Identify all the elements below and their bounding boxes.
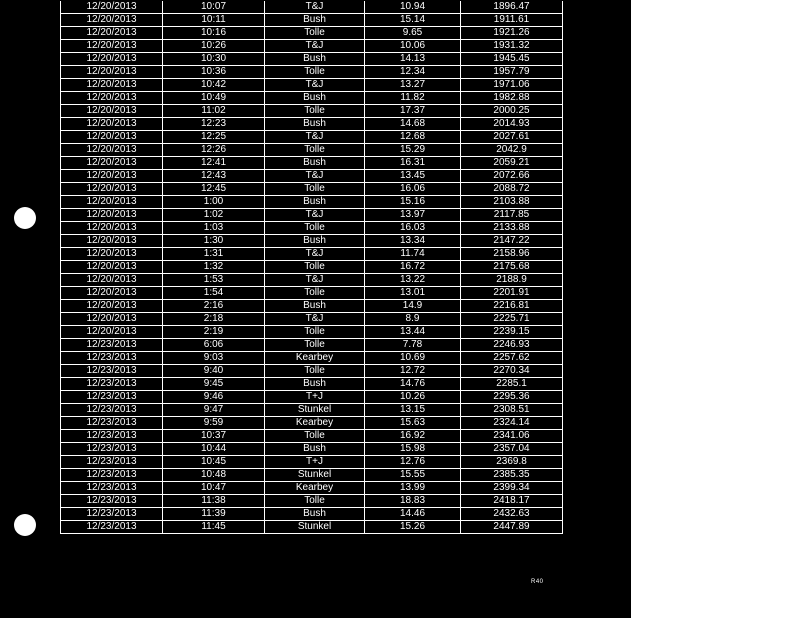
- time-cell: 10:44: [163, 443, 265, 456]
- punch-hole: [14, 514, 36, 536]
- date-cell: 12/20/2013: [61, 313, 163, 326]
- date-cell: 12/23/2013: [61, 495, 163, 508]
- time-cell: 10:48: [163, 469, 265, 482]
- amount-cell: 7.78: [365, 339, 461, 352]
- date-cell: 12/20/2013: [61, 27, 163, 40]
- table-row: [61, 40, 563, 53]
- time-cell: 12:45: [163, 183, 265, 196]
- date-cell: 12/20/2013: [61, 53, 163, 66]
- date-cell: 12/23/2013: [61, 417, 163, 430]
- amount-cell: 12.34: [365, 66, 461, 79]
- name-cell: T+J: [265, 391, 365, 404]
- total-cell: 2225.71: [461, 313, 563, 326]
- table-row: [61, 365, 563, 378]
- date-cell: 12/20/2013: [61, 222, 163, 235]
- time-cell: 10:42: [163, 79, 265, 92]
- total-cell: 1971.06: [461, 79, 563, 92]
- total-cell: 2369.8: [461, 456, 563, 469]
- name-cell: Stunkel: [265, 404, 365, 417]
- amount-cell: 13.44: [365, 326, 461, 339]
- name-cell: Bush: [265, 157, 365, 170]
- amount-cell: 10.26: [365, 391, 461, 404]
- date-cell: 12/20/2013: [61, 144, 163, 157]
- amount-cell: 15.55: [365, 469, 461, 482]
- table-row: [61, 118, 563, 131]
- date-cell: 12/20/2013: [61, 196, 163, 209]
- table-row: [61, 443, 563, 456]
- name-cell: T&J: [265, 131, 365, 144]
- table-row: [61, 313, 563, 326]
- date-cell: 12/23/2013: [61, 456, 163, 469]
- total-cell: 1896.47: [461, 1, 563, 14]
- total-cell: 2201.91: [461, 287, 563, 300]
- amount-cell: 17.37: [365, 105, 461, 118]
- name-cell: Tolle: [265, 66, 365, 79]
- table-row: [61, 508, 563, 521]
- date-cell: 12/23/2013: [61, 391, 163, 404]
- total-cell: 2324.14: [461, 417, 563, 430]
- table-row: [61, 53, 563, 66]
- table-row: [61, 417, 563, 430]
- table-row: [61, 170, 563, 183]
- amount-cell: 15.63: [365, 417, 461, 430]
- time-cell: 9:47: [163, 404, 265, 417]
- time-cell: 9:45: [163, 378, 265, 391]
- time-cell: 9:03: [163, 352, 265, 365]
- table-row: [61, 339, 563, 352]
- log-table: [60, 1, 563, 534]
- date-cell: 12/20/2013: [61, 235, 163, 248]
- name-cell: Tolle: [265, 287, 365, 300]
- date-cell: 12/20/2013: [61, 261, 163, 274]
- amount-cell: 12.68: [365, 131, 461, 144]
- total-cell: 2447.89: [461, 521, 563, 534]
- table-row: [61, 235, 563, 248]
- total-cell: 2246.93: [461, 339, 563, 352]
- amount-cell: 13.27: [365, 79, 461, 92]
- date-cell: 12/23/2013: [61, 482, 163, 495]
- total-cell: 2059.21: [461, 157, 563, 170]
- table-row: [61, 495, 563, 508]
- date-cell: 12/23/2013: [61, 469, 163, 482]
- name-cell: Tolle: [265, 326, 365, 339]
- name-cell: Tolle: [265, 183, 365, 196]
- table-row: [61, 456, 563, 469]
- name-cell: Stunkel: [265, 521, 365, 534]
- date-cell: 12/20/2013: [61, 209, 163, 222]
- name-cell: Bush: [265, 378, 365, 391]
- date-cell: 12/23/2013: [61, 508, 163, 521]
- total-cell: 2399.34: [461, 482, 563, 495]
- time-cell: 11:45: [163, 521, 265, 534]
- name-cell: Tolle: [265, 430, 365, 443]
- time-cell: 9:40: [163, 365, 265, 378]
- amount-cell: 13.22: [365, 274, 461, 287]
- name-cell: Kearbey: [265, 482, 365, 495]
- name-cell: Stunkel: [265, 469, 365, 482]
- name-cell: T&J: [265, 313, 365, 326]
- time-cell: 9:59: [163, 417, 265, 430]
- total-cell: 2308.51: [461, 404, 563, 417]
- date-cell: 12/20/2013: [61, 183, 163, 196]
- date-cell: 12/23/2013: [61, 430, 163, 443]
- date-cell: 12/20/2013: [61, 248, 163, 261]
- date-cell: 12/20/2013: [61, 14, 163, 27]
- total-cell: 1982.88: [461, 92, 563, 105]
- table-row: [61, 404, 563, 417]
- name-cell: T&J: [265, 248, 365, 261]
- total-cell: 2418.17: [461, 495, 563, 508]
- date-cell: 12/23/2013: [61, 378, 163, 391]
- time-cell: 12:41: [163, 157, 265, 170]
- date-cell: 12/23/2013: [61, 339, 163, 352]
- amount-cell: 9.65: [365, 27, 461, 40]
- name-cell: Tolle: [265, 144, 365, 157]
- amount-cell: 16.72: [365, 261, 461, 274]
- time-cell: 2:18: [163, 313, 265, 326]
- name-cell: Bush: [265, 53, 365, 66]
- time-cell: 10:37: [163, 430, 265, 443]
- name-cell: T&J: [265, 170, 365, 183]
- name-cell: Bush: [265, 196, 365, 209]
- date-cell: 12/20/2013: [61, 92, 163, 105]
- amount-cell: 11.74: [365, 248, 461, 261]
- amount-cell: 13.97: [365, 209, 461, 222]
- time-cell: 10:47: [163, 482, 265, 495]
- total-cell: 2000.25: [461, 105, 563, 118]
- total-cell: 2133.88: [461, 222, 563, 235]
- total-cell: 2432.63: [461, 508, 563, 521]
- time-cell: 12:25: [163, 131, 265, 144]
- total-cell: 1957.79: [461, 66, 563, 79]
- total-cell: 2117.85: [461, 209, 563, 222]
- name-cell: T&J: [265, 79, 365, 92]
- total-cell: 2175.68: [461, 261, 563, 274]
- total-cell: 2027.61: [461, 131, 563, 144]
- table-row: [61, 352, 563, 365]
- table-row: [61, 79, 563, 92]
- time-cell: 10:26: [163, 40, 265, 53]
- date-cell: 12/20/2013: [61, 105, 163, 118]
- date-cell: 12/20/2013: [61, 300, 163, 313]
- log-table-body: [61, 1, 563, 534]
- amount-cell: 15.16: [365, 196, 461, 209]
- amount-cell: 18.83: [365, 495, 461, 508]
- date-cell: 12/20/2013: [61, 40, 163, 53]
- table-row: [61, 92, 563, 105]
- table-row: [61, 144, 563, 157]
- total-cell: 2072.66: [461, 170, 563, 183]
- date-cell: 12/20/2013: [61, 1, 163, 14]
- date-cell: 12/23/2013: [61, 443, 163, 456]
- name-cell: T&J: [265, 40, 365, 53]
- table-row: [61, 469, 563, 482]
- table-row: [61, 300, 563, 313]
- name-cell: Tolle: [265, 261, 365, 274]
- date-cell: 12/20/2013: [61, 79, 163, 92]
- time-cell: 12:23: [163, 118, 265, 131]
- date-cell: 12/20/2013: [61, 66, 163, 79]
- name-cell: Tolle: [265, 105, 365, 118]
- amount-cell: 14.13: [365, 53, 461, 66]
- total-cell: 2357.04: [461, 443, 563, 456]
- name-cell: Bush: [265, 508, 365, 521]
- amount-cell: 8.9: [365, 313, 461, 326]
- date-cell: 12/20/2013: [61, 157, 163, 170]
- name-cell: T&J: [265, 274, 365, 287]
- amount-cell: 14.9: [365, 300, 461, 313]
- amount-cell: 15.29: [365, 144, 461, 157]
- amount-cell: 16.92: [365, 430, 461, 443]
- time-cell: 1:31: [163, 248, 265, 261]
- table-row: [61, 27, 563, 40]
- amount-cell: 13.45: [365, 170, 461, 183]
- total-cell: 2295.36: [461, 391, 563, 404]
- amount-cell: 13.01: [365, 287, 461, 300]
- table-row: [61, 209, 563, 222]
- name-cell: T&J: [265, 1, 365, 14]
- table-row: [61, 326, 563, 339]
- table-row: [61, 261, 563, 274]
- table-row: [61, 274, 563, 287]
- table-row: [61, 131, 563, 144]
- date-cell: 12/20/2013: [61, 131, 163, 144]
- amount-cell: 16.31: [365, 157, 461, 170]
- amount-cell: 11.82: [365, 92, 461, 105]
- time-cell: 9:46: [163, 391, 265, 404]
- date-cell: 12/23/2013: [61, 521, 163, 534]
- total-cell: 2088.72: [461, 183, 563, 196]
- amount-cell: 13.99: [365, 482, 461, 495]
- punch-hole: [14, 207, 36, 229]
- amount-cell: 10.06: [365, 40, 461, 53]
- time-cell: 1:30: [163, 235, 265, 248]
- name-cell: Tolle: [265, 495, 365, 508]
- date-cell: 12/20/2013: [61, 274, 163, 287]
- corner-mark: R40: [531, 579, 544, 585]
- name-cell: T&J: [265, 209, 365, 222]
- total-cell: 2385.35: [461, 469, 563, 482]
- time-cell: 11:02: [163, 105, 265, 118]
- total-cell: 2341.06: [461, 430, 563, 443]
- name-cell: T+J: [265, 456, 365, 469]
- name-cell: Tolle: [265, 222, 365, 235]
- total-cell: 2216.81: [461, 300, 563, 313]
- name-cell: Bush: [265, 118, 365, 131]
- amount-cell: 12.76: [365, 456, 461, 469]
- table-row: [61, 482, 563, 495]
- total-cell: 1911.61: [461, 14, 563, 27]
- date-cell: 12/20/2013: [61, 118, 163, 131]
- amount-cell: 13.15: [365, 404, 461, 417]
- table-row: [61, 248, 563, 261]
- name-cell: Tolle: [265, 27, 365, 40]
- time-cell: 10:45: [163, 456, 265, 469]
- time-cell: 6:06: [163, 339, 265, 352]
- table-row: [61, 14, 563, 27]
- total-cell: 2270.34: [461, 365, 563, 378]
- total-cell: 2147.22: [461, 235, 563, 248]
- table-row: [61, 222, 563, 235]
- amount-cell: 15.98: [365, 443, 461, 456]
- total-cell: 2239.15: [461, 326, 563, 339]
- name-cell: Tolle: [265, 339, 365, 352]
- time-cell: 12:26: [163, 144, 265, 157]
- amount-cell: 13.34: [365, 235, 461, 248]
- table-row: [61, 105, 563, 118]
- name-cell: Tolle: [265, 365, 365, 378]
- name-cell: Bush: [265, 92, 365, 105]
- total-cell: 2042.9: [461, 144, 563, 157]
- time-cell: 2:16: [163, 300, 265, 313]
- total-cell: 2285.1: [461, 378, 563, 391]
- total-cell: 2158.96: [461, 248, 563, 261]
- date-cell: 12/23/2013: [61, 365, 163, 378]
- date-cell: 12/20/2013: [61, 287, 163, 300]
- amount-cell: 14.76: [365, 378, 461, 391]
- time-cell: 11:39: [163, 508, 265, 521]
- name-cell: Bush: [265, 443, 365, 456]
- table-row: [61, 196, 563, 209]
- time-cell: 2:19: [163, 326, 265, 339]
- table-row: [61, 521, 563, 534]
- total-cell: 2103.88: [461, 196, 563, 209]
- time-cell: 1:53: [163, 274, 265, 287]
- total-cell: 2257.62: [461, 352, 563, 365]
- name-cell: Bush: [265, 300, 365, 313]
- table-row: [61, 391, 563, 404]
- total-cell: 1931.32: [461, 40, 563, 53]
- table-row: [61, 287, 563, 300]
- amount-cell: 16.06: [365, 183, 461, 196]
- time-cell: 1:54: [163, 287, 265, 300]
- table-row: [61, 430, 563, 443]
- total-cell: 1945.45: [461, 53, 563, 66]
- total-cell: 2188.9: [461, 274, 563, 287]
- total-cell: 1921.26: [461, 27, 563, 40]
- name-cell: Bush: [265, 235, 365, 248]
- time-cell: 10:30: [163, 53, 265, 66]
- time-cell: 10:16: [163, 27, 265, 40]
- name-cell: Kearbey: [265, 417, 365, 430]
- date-cell: 12/23/2013: [61, 404, 163, 417]
- total-cell: 2014.93: [461, 118, 563, 131]
- time-cell: 1:03: [163, 222, 265, 235]
- time-cell: 11:38: [163, 495, 265, 508]
- date-cell: 12/23/2013: [61, 352, 163, 365]
- amount-cell: 12.72: [365, 365, 461, 378]
- amount-cell: 14.46: [365, 508, 461, 521]
- table-row: [61, 378, 563, 391]
- time-cell: 10:11: [163, 14, 265, 27]
- name-cell: Bush: [265, 14, 365, 27]
- table-row: [61, 66, 563, 79]
- time-cell: 12:43: [163, 170, 265, 183]
- amount-cell: 16.03: [365, 222, 461, 235]
- amount-cell: 14.68: [365, 118, 461, 131]
- time-cell: 10:36: [163, 66, 265, 79]
- table-row: [61, 157, 563, 170]
- amount-cell: 15.26: [365, 521, 461, 534]
- amount-cell: 15.14: [365, 14, 461, 27]
- table-row: [61, 183, 563, 196]
- time-cell: 1:00: [163, 196, 265, 209]
- amount-cell: 10.94: [365, 1, 461, 14]
- table-row: [61, 1, 563, 14]
- time-cell: 1:32: [163, 261, 265, 274]
- amount-cell: 10.69: [365, 352, 461, 365]
- name-cell: Kearbey: [265, 352, 365, 365]
- time-cell: 10:07: [163, 1, 265, 14]
- date-cell: 12/20/2013: [61, 326, 163, 339]
- date-cell: 12/20/2013: [61, 170, 163, 183]
- time-cell: 10:49: [163, 92, 265, 105]
- time-cell: 1:02: [163, 209, 265, 222]
